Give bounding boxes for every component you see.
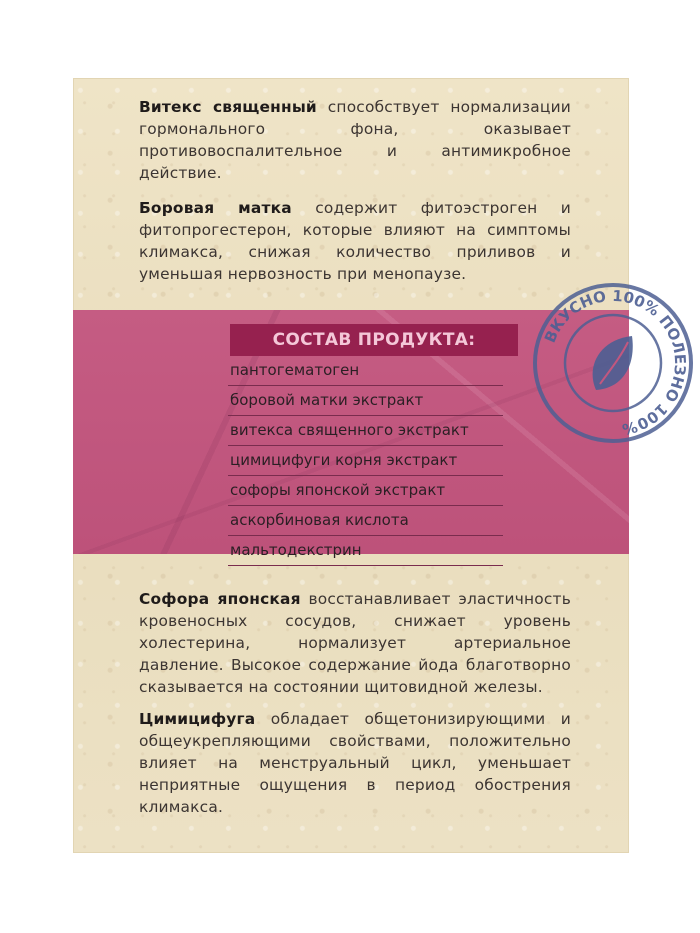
composition-list xyxy=(228,356,503,566)
product-card xyxy=(73,78,690,853)
paragraph-sofora-title: Софора японская xyxy=(139,590,301,608)
paragraph-vitex xyxy=(139,96,571,184)
quality-stamp xyxy=(528,278,698,448)
stamp-text: ВКУСНО 100% ПОЛЕЗНО 100% xyxy=(540,286,690,439)
paragraph-borovaya-title: Боровая матка xyxy=(139,199,292,217)
composition-header: СОСТАВ ПРОДУКТА: xyxy=(230,324,518,356)
paragraph-borovaya xyxy=(139,197,571,285)
paragraph-sofora-body: восстанавливает эластичность кровеносных сосудов, снижает уровень холестерина, нормализует артериальное давление. Высокое содержание йода благотворно сказывается на состоянии щитовидной железы. xyxy=(139,590,571,696)
composition-item: цимицифуги корня экстракт xyxy=(228,446,503,476)
composition-item: витекса священного экстракт xyxy=(228,416,503,446)
paragraph-cimicifuga-title: Цимицифуга xyxy=(139,710,256,728)
leaf-icon xyxy=(593,336,633,390)
composition-item: аскорбиновая кислота xyxy=(228,506,503,536)
paragraph-cimicifuga-body: обладает общетонизирующими и общеукрепляющими свойствами, положительно влияет на менструальный цикл, уменьшает неприятные ощущения в период обострения климакса. xyxy=(139,710,571,816)
composition-item: софоры японской экстракт xyxy=(228,476,503,506)
composition-item: боровой матки экстракт xyxy=(228,386,503,416)
paragraph-vitex-body: способствует нормализации гормонального фона, оказывает противовоспалительное и антимикробное действие. xyxy=(139,98,571,182)
paragraph-vitex-title: Витекс священный xyxy=(139,98,317,116)
paragraph-borovaya-body: содержит фитоэстроген и фитопрогестерон, которые влияют на симптомы климакса, снижая количество приливов и уменьшая нервозность при менопаузе. xyxy=(139,199,571,283)
composition-item: мальтодекстрин xyxy=(228,536,503,566)
paragraph-cimicifuga xyxy=(139,708,571,818)
composition-item: пантогематоген xyxy=(228,356,503,386)
paragraph-sofora xyxy=(139,588,571,698)
